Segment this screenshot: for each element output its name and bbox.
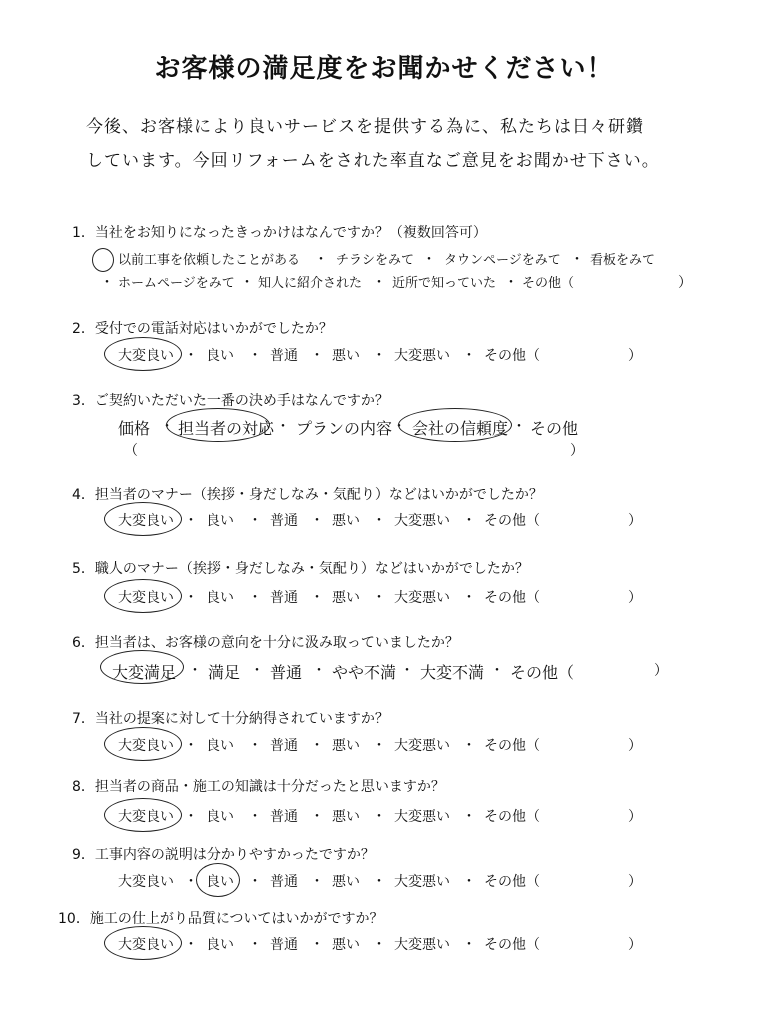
separator: ・ [184, 874, 198, 890]
separator: ・ [462, 513, 476, 529]
q6-option-6[interactable]: その他（ [510, 663, 575, 682]
question-2: 2．受付での電話対応はいかがでしたか？ [72, 321, 333, 337]
q6-option-1[interactable]: 大変満足 [112, 663, 177, 682]
separator: ・ [462, 590, 476, 606]
q5-option-normal[interactable]: 普通 [270, 590, 298, 606]
separator: ・ [310, 874, 324, 890]
q5-option-very-bad[interactable]: 大変悪い [394, 590, 450, 606]
q2-option-other[interactable]: その他（ [484, 348, 540, 364]
q7-option-normal[interactable]: 普通 [270, 738, 298, 754]
intro-line-1: 今後、お客様により良いサービスを提供する為に、私たちは日々研鑽 [86, 117, 644, 137]
separator: ・ [248, 590, 262, 606]
q10-option-normal[interactable]: 普通 [270, 937, 298, 953]
close-paren: ） [628, 738, 642, 754]
q5-option-other[interactable]: その他（ [484, 590, 540, 606]
q8-option-other[interactable]: その他（ [484, 809, 540, 825]
open-paren: （ [124, 443, 138, 459]
separator: ・ [400, 663, 414, 679]
q10-option-very-good[interactable]: 大変良い [118, 937, 174, 953]
q3-option-2[interactable]: 担当者の対応 [178, 419, 275, 438]
separator: ・ [248, 809, 262, 825]
close-paren: ） [654, 663, 668, 679]
q8-option-normal[interactable]: 普通 [270, 809, 298, 825]
q2-option-very-bad[interactable]: 大変悪い [394, 348, 450, 364]
separator: ・ [462, 874, 476, 890]
question-3: 3．ご契約いただいた一番の決め手はなんですか？ [72, 393, 389, 409]
separator: ・ [504, 275, 518, 291]
separator: ・ [184, 590, 198, 606]
separator: ・ [184, 809, 198, 825]
q4-option-normal[interactable]: 普通 [270, 513, 298, 529]
survey-title: お客様の満足度をお聞かせください！ [154, 54, 614, 84]
q9-option-bad[interactable]: 悪い [332, 874, 360, 890]
close-paren: ） [570, 443, 584, 459]
close-paren: ） [628, 809, 642, 825]
question-4: 4．担当者のマナー（挨拶・身だしなみ・気配り）などはいかがでしたか？ [72, 487, 543, 503]
q5-option-bad[interactable]: 悪い [332, 590, 360, 606]
separator: ・ [462, 937, 476, 953]
handwritten-circle [92, 248, 114, 272]
separator: ・ [310, 513, 324, 529]
intro-line-2: しています。今回リフォームをされた率直なご意見をお聞かせ下さい。 [86, 151, 660, 171]
separator: ・ [462, 348, 476, 364]
q1-option-3[interactable]: タウンページをみて [444, 253, 561, 268]
separator: ・ [248, 874, 262, 890]
separator: ・ [372, 738, 386, 754]
separator: ・ [310, 590, 324, 606]
separator: ・ [490, 663, 504, 679]
close-paren: ） [628, 348, 642, 364]
separator: ・ [276, 419, 290, 435]
separator: ・ [462, 809, 476, 825]
separator: ・ [372, 513, 386, 529]
separator: ・ [100, 275, 114, 291]
q10-option-bad[interactable]: 悪い [332, 937, 360, 953]
q6-option-2[interactable]: 満足 [208, 663, 241, 682]
q2-option-bad[interactable]: 悪い [332, 348, 360, 364]
separator: ・ [184, 738, 198, 754]
separator: ・ [310, 738, 324, 754]
q6-option-4[interactable]: やや不満 [332, 663, 397, 682]
q3-option-4[interactable]: 会社の信頼度 [412, 419, 509, 438]
q10-option-very-bad[interactable]: 大変悪い [394, 937, 450, 953]
question-1: 1．当社をお知りになったきっかけはなんですか？（複数回答可） [72, 225, 487, 241]
q7-option-other[interactable]: その他（ [484, 738, 540, 754]
q1-option-6[interactable]: 知人に紹介された [258, 276, 363, 291]
close-paren: ） [628, 590, 642, 606]
q3-option-3[interactable]: プランの内容 [296, 419, 393, 438]
separator: ・ [570, 252, 584, 268]
question-5: 5．職人のマナー（挨拶・身だしなみ・気配り）などはいかがでしたか？ [72, 561, 529, 577]
separator: ・ [372, 937, 386, 953]
q2-option-good[interactable]: 良い [206, 348, 234, 364]
q9-option-good[interactable]: 良い [206, 874, 234, 890]
q1-option-7[interactable]: 近所で知っていた [392, 276, 497, 291]
close-paren: ） [628, 937, 642, 953]
close-paren: ） [628, 513, 642, 529]
separator: ・ [188, 663, 202, 679]
q1-option-5[interactable]: ホームページをみて [118, 276, 235, 291]
q2-option-normal[interactable]: 普通 [270, 348, 298, 364]
q1-option-8[interactable]: その他（ [522, 276, 575, 291]
q5-option-good[interactable]: 良い [206, 590, 234, 606]
q2-option-very-good[interactable]: 大変良い [118, 348, 174, 364]
separator: ・ [184, 348, 198, 364]
q10-option-other[interactable]: その他（ [484, 937, 540, 953]
q3-option-1[interactable]: 価格 [118, 419, 151, 438]
q1-option-4[interactable]: 看板をみて [590, 253, 656, 268]
q7-option-good[interactable]: 良い [206, 738, 234, 754]
q4-option-bad[interactable]: 悪い [332, 513, 360, 529]
close-paren: ） [678, 275, 692, 291]
separator: ・ [314, 252, 328, 268]
separator: ・ [310, 937, 324, 953]
q6-option-5[interactable]: 大変不満 [420, 663, 485, 682]
separator: ・ [248, 513, 262, 529]
q8-option-very-bad[interactable]: 大変悪い [394, 809, 450, 825]
q4-option-very-bad[interactable]: 大変悪い [394, 513, 450, 529]
q1-option-2[interactable]: チラシをみて [336, 253, 415, 268]
q4-option-other[interactable]: その他（ [484, 513, 540, 529]
separator: ・ [422, 252, 436, 268]
separator: ・ [462, 738, 476, 754]
separator: ・ [312, 663, 326, 679]
separator: ・ [240, 275, 254, 291]
q7-option-very-bad[interactable]: 大変悪い [394, 738, 450, 754]
separator: ・ [248, 348, 262, 364]
q10-option-good[interactable]: 良い [206, 937, 234, 953]
q6-option-3[interactable]: 普通 [270, 663, 303, 682]
q7-option-very-good[interactable]: 大変良い [118, 738, 174, 754]
q9-option-normal[interactable]: 普通 [270, 874, 298, 890]
question-9: 9．工事内容の説明は分かりやすかったですか？ [72, 847, 375, 863]
q9-option-very-bad[interactable]: 大変悪い [394, 874, 450, 890]
separator: ・ [372, 275, 386, 291]
separator: ・ [184, 937, 198, 953]
question-7: 7．当社の提案に対して十分納得されていますか？ [72, 711, 389, 727]
q8-option-very-good[interactable]: 大変良い [118, 809, 174, 825]
question-10: 10．施工の仕上がり品質についてはいかがですか？ [58, 911, 384, 927]
q9-option-other[interactable]: その他（ [484, 874, 540, 890]
question-6: 6．担当者は、お客様の意向を十分に汲み取っていましたか？ [72, 635, 459, 651]
separator: ・ [310, 348, 324, 364]
q5-option-very-good[interactable]: 大変良い [118, 590, 174, 606]
separator: ・ [392, 419, 406, 435]
q1-option-1[interactable]: 以前工事を依頼したことがある [118, 253, 301, 268]
separator: ・ [372, 590, 386, 606]
question-8: 8．担当者の商品・施工の知識は十分だったと思いますか？ [72, 779, 445, 795]
q4-option-very-good[interactable]: 大変良い [118, 513, 174, 529]
separator: ・ [248, 937, 262, 953]
q4-option-good[interactable]: 良い [206, 513, 234, 529]
separator: ・ [372, 348, 386, 364]
q9-option-very-good[interactable]: 大変良い [118, 874, 174, 890]
q8-option-good[interactable]: 良い [206, 809, 234, 825]
separator: ・ [372, 809, 386, 825]
separator: ・ [512, 419, 526, 435]
separator: ・ [248, 738, 262, 754]
q8-option-bad[interactable]: 悪い [332, 809, 360, 825]
close-paren: ） [628, 874, 642, 890]
q7-option-bad[interactable]: 悪い [332, 738, 360, 754]
separator: ・ [160, 419, 174, 435]
separator: ・ [310, 809, 324, 825]
separator: ・ [250, 663, 264, 679]
q3-option-5[interactable]: その他 [530, 419, 579, 438]
separator: ・ [372, 874, 386, 890]
separator: ・ [184, 513, 198, 529]
